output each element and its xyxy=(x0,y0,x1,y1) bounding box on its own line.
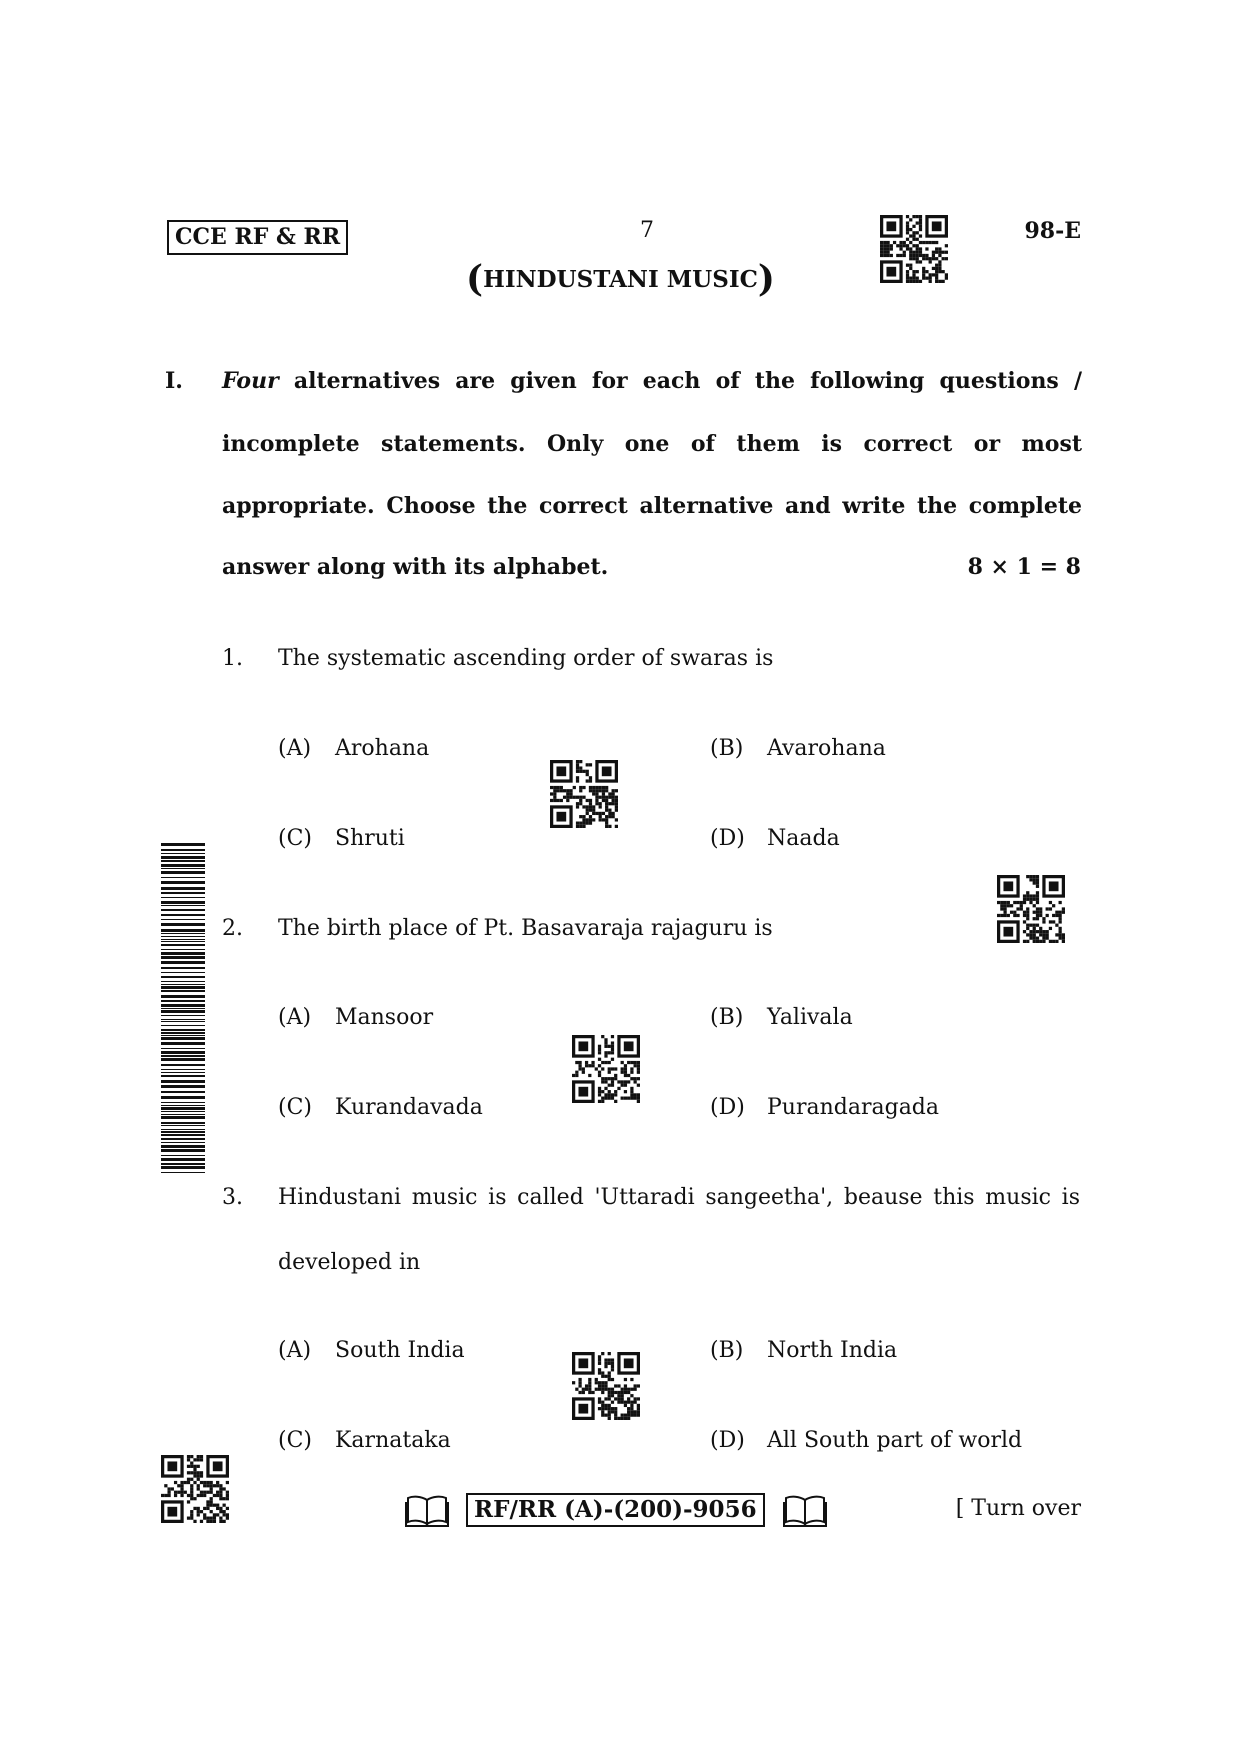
question-text: The birth place of Pt. Basavaraja rajaguru is xyxy=(278,916,773,941)
option-text: Purandaragada xyxy=(767,1095,940,1120)
instruction-lead-word: Four xyxy=(222,368,279,394)
option-text: Kurandavada xyxy=(335,1095,483,1120)
instruction-line-1: Four alternatives are given for each of the following questions / xyxy=(222,368,1082,394)
open-book-icon xyxy=(405,1494,449,1528)
question-number: 1. xyxy=(222,646,243,671)
page-number: 7 xyxy=(640,218,654,243)
option-letter: (B) xyxy=(710,1005,744,1030)
option-letter: (D) xyxy=(710,826,745,851)
option-text: North India xyxy=(767,1338,898,1363)
exam-code-box: CCE RF & RR xyxy=(167,220,348,255)
subject-title: (HINDUSTANI MUSIC) xyxy=(466,258,775,300)
question-number: 3. xyxy=(222,1185,243,1210)
question-text-line-2: developed in xyxy=(278,1250,421,1275)
instruction-line-4: answer along with its alphabet. xyxy=(222,554,609,580)
option-letter: (A) xyxy=(278,1005,312,1030)
turn-over-note: [ Turn over xyxy=(955,1496,1081,1521)
option-letter: (A) xyxy=(278,736,312,761)
option-letter: (D) xyxy=(710,1428,745,1453)
option-text: Karnataka xyxy=(335,1428,451,1453)
option-text: Mansoor xyxy=(335,1005,434,1030)
option-text: All South part of world xyxy=(767,1428,1023,1453)
instruction-line-2: incomplete statements. Only one of them is correct or most xyxy=(222,431,1082,457)
option-letter: (B) xyxy=(710,736,744,761)
qr-code-icon xyxy=(997,875,1065,943)
footer-code-box: RF/RR (A)-(200)-9056 xyxy=(466,1493,765,1527)
option-text: South India xyxy=(335,1338,465,1363)
option-letter: (C) xyxy=(278,1095,312,1120)
option-letter: (B) xyxy=(710,1338,744,1363)
option-text: Avarohana xyxy=(767,736,886,761)
option-text: Shruti xyxy=(335,826,405,851)
section-number: I. xyxy=(165,368,183,394)
marks-allocation: 8 × 1 = 8 xyxy=(967,554,1081,580)
instruction-line-3: appropriate. Choose the correct alternative and write the complete xyxy=(222,493,1082,519)
barcode-icon xyxy=(161,843,205,1173)
open-book-icon xyxy=(783,1494,827,1528)
qr-code-icon xyxy=(161,1455,229,1523)
paper-code: 98-E xyxy=(1024,218,1081,244)
option-letter: (C) xyxy=(278,826,312,851)
question-text-line-1: Hindustani music is called 'Uttaradi sangeetha', beause this music is xyxy=(278,1185,1080,1210)
qr-code-icon xyxy=(550,760,618,828)
option-text: Arohana xyxy=(335,736,430,761)
option-text: Yalivala xyxy=(767,1005,853,1030)
option-letter: (C) xyxy=(278,1428,312,1453)
qr-code-icon xyxy=(572,1352,640,1420)
question-text: The systematic ascending order of swaras is xyxy=(278,646,774,671)
option-letter: (A) xyxy=(278,1338,312,1363)
qr-code-icon xyxy=(572,1035,640,1103)
option-text: Naada xyxy=(767,826,840,851)
subject-title-text: HINDUSTANI MUSIC xyxy=(483,266,758,293)
question-number: 2. xyxy=(222,916,243,941)
option-letter: (D) xyxy=(710,1095,745,1120)
